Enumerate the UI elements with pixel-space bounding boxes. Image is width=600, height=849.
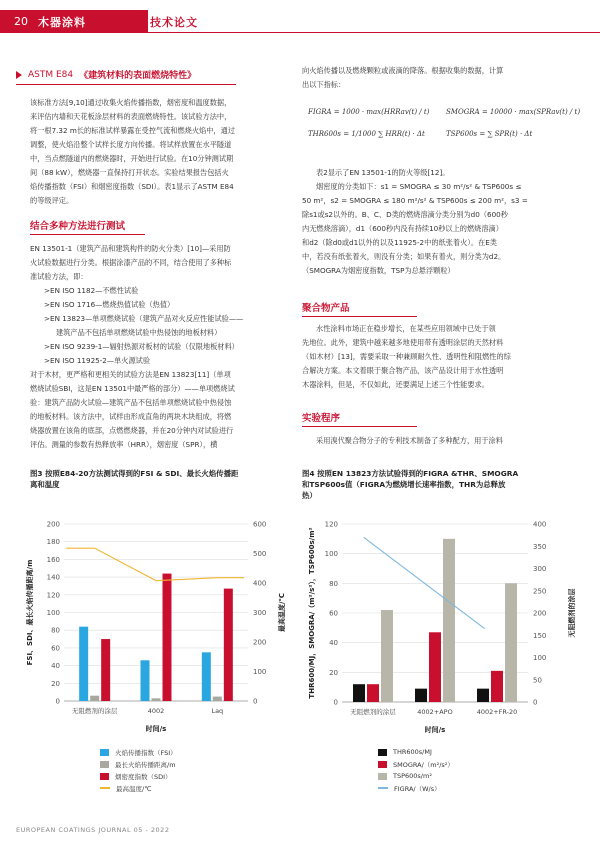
- bar: [163, 574, 172, 701]
- legend-item: [378, 746, 454, 758]
- y-tick-label: 100: [46, 609, 60, 617]
- text-line: 50 m²，s2 = SMOGRA ≤ 180 m²/s² & TSP600s ≤ 200 m²，s3 =: [302, 196, 528, 205]
- text-line: 燃烧试验SBI，这是EN 13501中最严格的部分）——单项燃烧试: [30, 384, 235, 393]
- page-header: [0, 0, 600, 40]
- formula-thr: THR600s = 1/1000 ∑ HRR(t) · Δt: [308, 130, 425, 138]
- text-line: 采用溴代聚合物分子的专利技术制备了多种配方，用于涂料: [316, 436, 503, 445]
- bar: [381, 610, 393, 702]
- polymer-paragraph: [302, 322, 592, 392]
- text-line: 来评估内墙和天花板涂层材料的表面燃烧特性。该试验方法中，: [30, 112, 232, 121]
- text-line: 的等级评定。: [30, 196, 74, 205]
- y2-tick-label: 350: [533, 542, 547, 551]
- formula-smogra: SMOGRA = 10000 · max(SPRav(t) / t): [446, 108, 581, 116]
- section-title-experimental: 实验程序: [302, 413, 341, 424]
- section-rule: [302, 426, 417, 427]
- bar: [141, 660, 150, 701]
- legend-label: FIGRA/（W/s）: [394, 784, 441, 793]
- formula-tsp: TSP600s = ∑ SPR(t) · Δt: [446, 130, 533, 138]
- text-line: 和d2（除d0或d1以外的以及11925-2中的纸张着火）。在E类: [302, 238, 497, 247]
- y2-tick-label: 200: [253, 638, 267, 647]
- fig4-chart: [302, 508, 592, 753]
- y2-tick-label: 500: [253, 550, 267, 558]
- text-line: 准试验方法，即：: [30, 272, 88, 281]
- astm-title: 《建筑材料的表面燃烧特性》: [79, 71, 197, 81]
- fig3-chart: [16, 496, 296, 751]
- text-line: 该标准方法[9,10]通过收集火焰传播指数，烟密度和温度数据，: [30, 98, 232, 107]
- text-line: 烟密度的分类如下：s1 = SMOGRA ≤ 30 m²/s² & TSP600s ≤: [316, 182, 522, 191]
- text-line: （如木材）[13]，需要采取一种兼顾耐久性、透明性和阻燃性的综: [302, 352, 511, 361]
- article-category: 技术论文: [150, 16, 198, 29]
- section-title-combined-tests: 结合多种方法进行测试: [30, 221, 126, 232]
- bar: [491, 671, 503, 702]
- y-tick-label: 120: [324, 520, 338, 529]
- legend-label: SMOGRA/（m²/s²）: [393, 760, 454, 769]
- formula-figra: FIGRA = 1000 · max(HRRav(t) / t): [308, 108, 430, 116]
- legend-swatch: [100, 773, 109, 780]
- text-line: 先地位。此外，建筑中越来越多地使用带有透明涂层的天然材料: [302, 338, 504, 347]
- list-item: 建筑产品不包括单项燃烧试验中热侵蚀的地板材料）: [56, 328, 222, 337]
- header-section-bar: [0, 10, 148, 33]
- legend-item: [100, 758, 177, 770]
- text-line: 除s1或s2以外的。B、C、D类的燃烧溶滴分类分别为d0（600秒: [302, 210, 508, 219]
- y2-tick-label: 50: [533, 676, 542, 685]
- legend-label: 烟密度指数（SDI）: [115, 772, 172, 781]
- section2-paragraph: [30, 368, 292, 452]
- legend-label: 火焰传播指数（FSI）: [115, 748, 177, 757]
- y-tick-label: 60: [329, 609, 338, 618]
- bar: [443, 539, 455, 702]
- y-axis-label: THR600/MJ，SMOGRA/（m²/s²），TSP600s/m²: [308, 527, 316, 699]
- text-line: 火试验数据进行分类。根据涂漆产品的不同，结合使用了多种标: [30, 258, 232, 267]
- astm-heading: [16, 68, 196, 81]
- y2-tick-label: 0: [253, 697, 258, 706]
- bar: [101, 639, 110, 701]
- fig4-title-line: 热）: [302, 491, 317, 500]
- text-line: 评估。测量的参数有热释放率（HRR），烟密度（SPR），横: [30, 440, 218, 449]
- section-name: 木器涂料: [38, 15, 86, 29]
- y2-tick-label: 0: [533, 698, 538, 707]
- legend-label: TSP600s/m²: [393, 772, 432, 780]
- y-tick-label: 40: [51, 662, 60, 671]
- y-axis-label: FSI、SDI、最长火焰传播距离/m: [26, 559, 34, 666]
- arrow-icon: [16, 71, 22, 79]
- legend-swatch: [378, 787, 388, 789]
- legend-swatch: [378, 773, 387, 780]
- legend-item: [100, 782, 177, 794]
- text-line: 的地板材料。该方法中，试样由形成直角的两块木块组成，将燃: [30, 412, 232, 421]
- list-item: >EN ISO 11925-2—单火源试验: [44, 356, 151, 365]
- standards-list: [44, 284, 294, 368]
- bar: [353, 684, 365, 702]
- fig4-title-line: 图4 按照EN 13823方法试验得到的FIGRA &THR、SMOGRA: [302, 469, 519, 478]
- x-tick-label: 无阻燃剂的涂层: [350, 708, 396, 716]
- y2-tick-label: 300: [253, 609, 267, 617]
- page-number: 20: [14, 15, 28, 28]
- section-rule: [302, 316, 417, 317]
- x-tick-label: 4002+FR-20: [476, 708, 518, 716]
- header-rule: [148, 32, 600, 33]
- x-tick-label: 4002+APO: [417, 708, 453, 716]
- y-tick-label: 160: [46, 555, 60, 564]
- bar: [152, 698, 161, 701]
- journal-footer: EUROPEAN COATINGS JOURNAL 05 - 2022: [16, 826, 170, 834]
- legend-label: 最高温度/℃: [116, 784, 152, 793]
- y2-tick-label: 400: [533, 520, 547, 529]
- y-tick-label: 60: [51, 644, 60, 653]
- text-line: 合解决方案。本文着眼于聚合物产品，该产品设计用于水性透明: [302, 366, 504, 375]
- y-tick-label: 180: [46, 538, 60, 547]
- legend-item: [378, 758, 454, 770]
- fig3-legend: [100, 746, 177, 794]
- fig3-title-line: 离和温度: [30, 480, 60, 489]
- fig4-title: [302, 468, 592, 501]
- legend-swatch: [100, 749, 109, 756]
- list-item: >EN ISO 9239-1—辐射热源对板材的试验（仅限地板材料）: [44, 342, 239, 351]
- bar: [415, 689, 427, 702]
- list-item: >EN 13823—单项燃烧试验（建筑产品对火反应性能试验——: [44, 314, 244, 323]
- legend-swatch: [378, 749, 387, 756]
- section-title-polymer: 聚合物产品: [302, 303, 350, 314]
- text-line: （SMOGRA为烟密度指数，TSP为总悬浮颗粒）: [302, 266, 455, 275]
- y2-tick-label: 250: [533, 587, 547, 596]
- text-line: 中，当点燃隧道内的燃烧器时，开始进行试验。在10分钟测试期: [30, 154, 234, 163]
- list-item: >EN ISO 1716—燃烧热值试验（热值）: [44, 300, 175, 309]
- legend-swatch: [100, 787, 110, 789]
- bar: [90, 696, 99, 701]
- text-line: 木器涂料，但是，不仅如此，还要满足上述三个性能要求。: [302, 380, 489, 389]
- bar: [505, 583, 517, 702]
- section2-intro: [30, 242, 292, 284]
- bar: [202, 652, 211, 701]
- text-line: EN 13501-1（建筑产品和建筑构件的防火分类）[10]—采用防: [30, 244, 231, 253]
- text-line: 出以下指标：: [302, 80, 346, 89]
- text-line: 向火焰传播以及燃烧颗粒或液滴的降落。根据收集的数据，计算: [302, 66, 504, 75]
- y2-tick-label: 400: [253, 579, 267, 588]
- y-tick-label: 0: [55, 697, 60, 706]
- heading-rule: [16, 84, 236, 85]
- legend-label: 最长火焰传播距离/m: [115, 760, 176, 769]
- text-line: 烧器放置在该角的底部，点燃燃烧器，并在20分钟内对试验进行: [30, 426, 234, 435]
- y2-axis-label: 最高温度/℃: [278, 592, 286, 633]
- bar: [429, 632, 441, 702]
- text-line: 对于木材，更严格和更相关的试验方法是EN 13823[11]（单项: [30, 370, 231, 379]
- y-tick-label: 120: [46, 591, 60, 600]
- legend-swatch: [100, 761, 109, 768]
- legend-item: [100, 746, 177, 758]
- text-line: 焰传播指数（FSI）和烟密度指数（SDI）。表1显示了ASTM E84: [30, 182, 234, 191]
- bar: [477, 689, 489, 702]
- fig3-title: [30, 468, 292, 490]
- y2-axis-label: 无阻燃剂的涂层: [568, 588, 576, 638]
- text-line: 调整，使火焰沿整个试样长度方向传播。将试样放置在水平隧道: [30, 140, 232, 149]
- text-line: 中，若没有纸张着火，则没有分类；如果有着火，则分类为d2。: [302, 252, 506, 261]
- x-tick-label: Laq: [211, 707, 224, 715]
- y2-tick-label: 200: [533, 609, 547, 618]
- y2-tick-label: 300: [533, 565, 547, 573]
- bar: [79, 627, 88, 701]
- legend-item: [378, 770, 454, 782]
- y-tick-label: 80: [329, 579, 338, 588]
- astm-paragraph: [30, 96, 290, 208]
- y-tick-label: 100: [324, 550, 338, 559]
- right-intro: [302, 64, 587, 92]
- y-tick-label: 80: [51, 626, 60, 635]
- fig4-legend: [378, 746, 454, 794]
- x-axis-title: 时间/s: [424, 726, 446, 734]
- experimental-paragraph: [316, 434, 596, 448]
- legend-item: [100, 770, 177, 782]
- bar: [367, 684, 379, 702]
- classes-paragraph: [302, 166, 592, 278]
- x-axis-title: 时间/s: [145, 725, 167, 733]
- legend-swatch: [378, 761, 387, 768]
- text-line: 将一根7.32 m长的标准试样暴露在受控气流和燃烧火焰中，通过: [30, 126, 235, 135]
- text-line: 间（88 kW），燃烧器一直保持打开状态。实验结果报告包括火: [30, 168, 229, 177]
- fig3-title-line: 图3 按照E84-20方法测试得到的FSI & SDI、最长火焰传播距: [30, 469, 239, 478]
- x-tick-label: 4002: [147, 707, 165, 715]
- x-tick-label: 无阻燃剂的涂层: [71, 707, 118, 715]
- y-tick-label: 20: [51, 679, 60, 688]
- y2-tick-label: 100: [533, 654, 547, 662]
- fig4-title-line: 和TSP600s值（FIGRA为燃烧增长速率指数，THR为总释放: [302, 480, 506, 489]
- list-item: >EN ISO 1182—不燃性试验: [44, 286, 139, 295]
- text-line: 表2显示了EN 13501-1的防火等级[12]。: [316, 168, 450, 177]
- y-tick-label: 200: [46, 520, 60, 529]
- text-line: 验：建筑产品防火试验—建筑产品不包括单项燃烧试验中热侵蚀: [30, 398, 232, 407]
- bar: [224, 589, 233, 701]
- y-tick-label: 140: [46, 573, 60, 582]
- y2-tick-label: 150: [533, 631, 547, 640]
- y2-tick-label: 600: [253, 520, 267, 529]
- series-line: [66, 548, 244, 580]
- legend-item: [378, 782, 454, 794]
- section-rule: [30, 234, 145, 235]
- y2-tick-label: 100: [253, 668, 267, 676]
- bar: [213, 697, 222, 701]
- astm-code: ASTM E84: [28, 69, 74, 80]
- text-line: 内无燃烧溶滴），d1（600秒内没有持续10秒以上的燃烧溶滴）: [302, 224, 503, 233]
- y-tick-label: 0: [333, 698, 338, 707]
- y-tick-label: 40: [329, 639, 338, 648]
- text-line: 水性涂料市场正在稳步增长，在某些应用领域中已处于领: [316, 324, 496, 333]
- legend-label: THR600s/MJ: [393, 748, 432, 756]
- y-tick-label: 20: [329, 668, 338, 677]
